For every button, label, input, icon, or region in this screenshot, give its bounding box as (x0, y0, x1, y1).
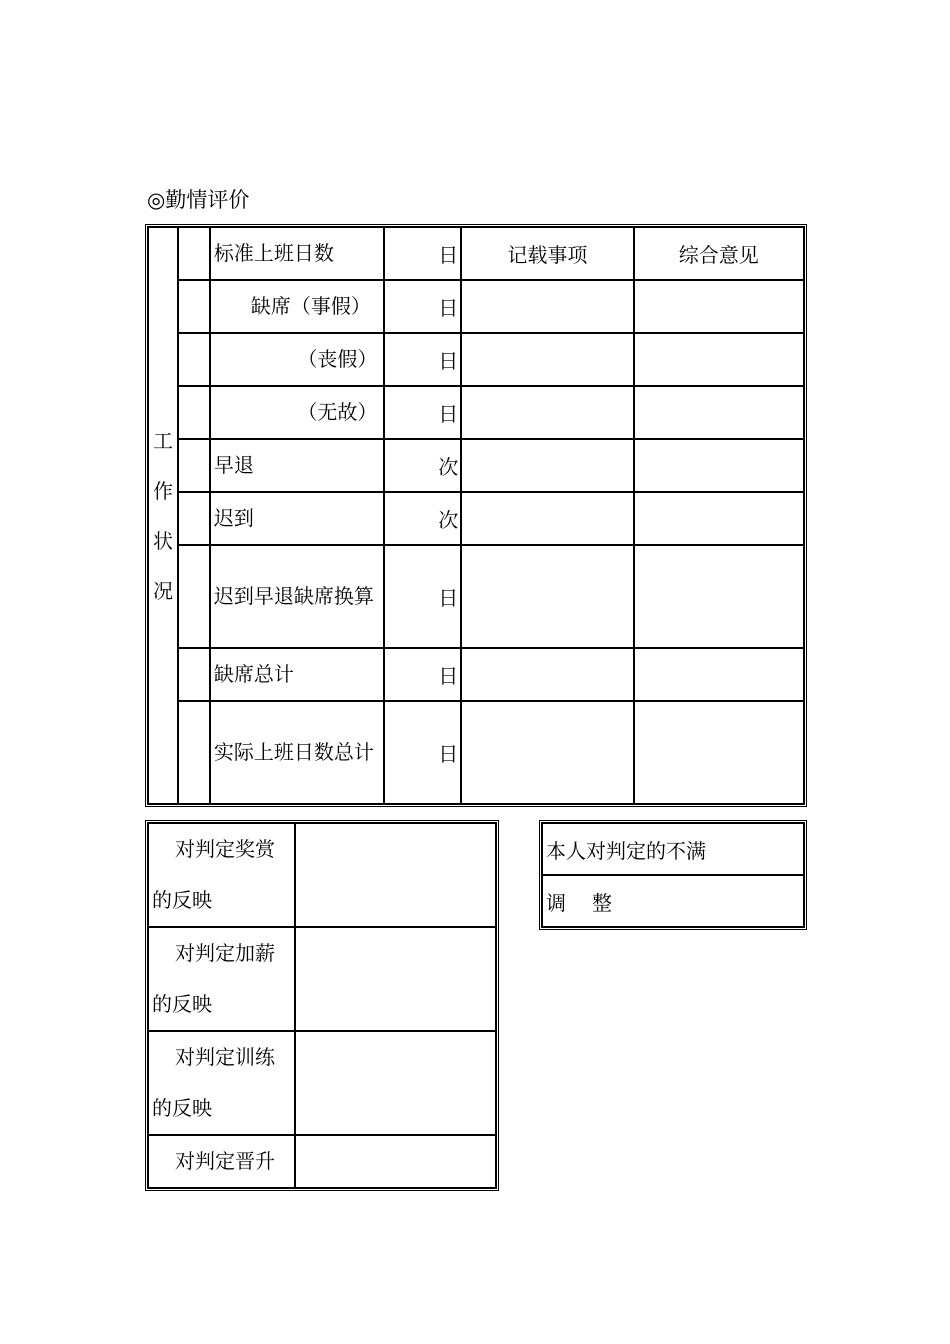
record-cell[interactable] (461, 280, 633, 333)
reaction-label: 对判定训练 的反映 (148, 1031, 295, 1135)
table-row (148, 927, 496, 1031)
opinion-cell[interactable] (634, 701, 804, 804)
row-unit: 日 (384, 701, 461, 804)
opinion-cell[interactable] (634, 648, 804, 701)
row-item: 实际上班日数总计 (210, 701, 385, 804)
table-row (542, 875, 804, 927)
table-row (148, 648, 804, 701)
table-row (148, 823, 496, 927)
side-label: 工 作 状 况 (148, 227, 178, 804)
row-item: （无故） (210, 386, 385, 439)
opinion-cell[interactable] (634, 492, 804, 545)
table-row (148, 280, 804, 333)
row-unit: 日 (384, 333, 461, 386)
table-row (148, 545, 804, 648)
row-item: 迟到早退缺席换算 (210, 545, 385, 648)
header-item: 标准上班日数 (210, 227, 385, 280)
reaction-table (147, 822, 497, 1189)
dissatisfaction-label: 本人对判定的不满 (542, 823, 804, 875)
table-row (148, 1135, 496, 1188)
record-cell[interactable] (461, 386, 633, 439)
record-cell[interactable] (461, 439, 633, 492)
opinion-cell[interactable] (634, 545, 804, 648)
reaction-value[interactable] (295, 1135, 496, 1188)
section-title: ◎勤情评价 (147, 188, 250, 212)
reaction-label: 对判定晋升 (148, 1135, 295, 1188)
row-unit: 次 (384, 492, 461, 545)
reaction-value[interactable] (295, 927, 496, 1031)
table-row (148, 1031, 496, 1135)
header-opinion: 综合意见 (634, 227, 804, 280)
dissatisfaction-table (541, 822, 805, 928)
adjustment-label: 调 整 (542, 875, 804, 927)
table-row (542, 823, 804, 875)
row-unit: 次 (384, 439, 461, 492)
attendance-table (147, 226, 805, 805)
opinion-cell[interactable] (634, 333, 804, 386)
record-cell[interactable] (461, 492, 633, 545)
row-item: 缺席（事假） (210, 280, 385, 333)
row-item: 迟到 (210, 492, 385, 545)
row-unit: 日 (384, 648, 461, 701)
table-row (148, 227, 804, 280)
reaction-label: 对判定加薪 的反映 (148, 927, 295, 1031)
table-row (148, 439, 804, 492)
record-cell[interactable] (461, 701, 633, 804)
table-row (148, 333, 804, 386)
table-row (148, 386, 804, 439)
table-row (148, 701, 804, 804)
row-item: 早退 (210, 439, 385, 492)
table-row (148, 492, 804, 545)
record-cell[interactable] (461, 545, 633, 648)
opinion-cell[interactable] (634, 386, 804, 439)
reaction-value[interactable] (295, 1031, 496, 1135)
reaction-value[interactable] (295, 823, 496, 927)
header-record: 记载事项 (461, 227, 633, 280)
opinion-cell[interactable] (634, 280, 804, 333)
row-item: 缺席总计 (210, 648, 385, 701)
record-cell[interactable] (461, 648, 633, 701)
opinion-cell[interactable] (634, 439, 804, 492)
row-unit: 日 (384, 280, 461, 333)
row-unit: 日 (384, 386, 461, 439)
row-item: （丧假） (210, 333, 385, 386)
header-unit: 日 (384, 227, 461, 280)
row-unit: 日 (384, 545, 461, 648)
record-cell[interactable] (461, 333, 633, 386)
reaction-label: 对判定奖赏 的反映 (148, 823, 295, 927)
